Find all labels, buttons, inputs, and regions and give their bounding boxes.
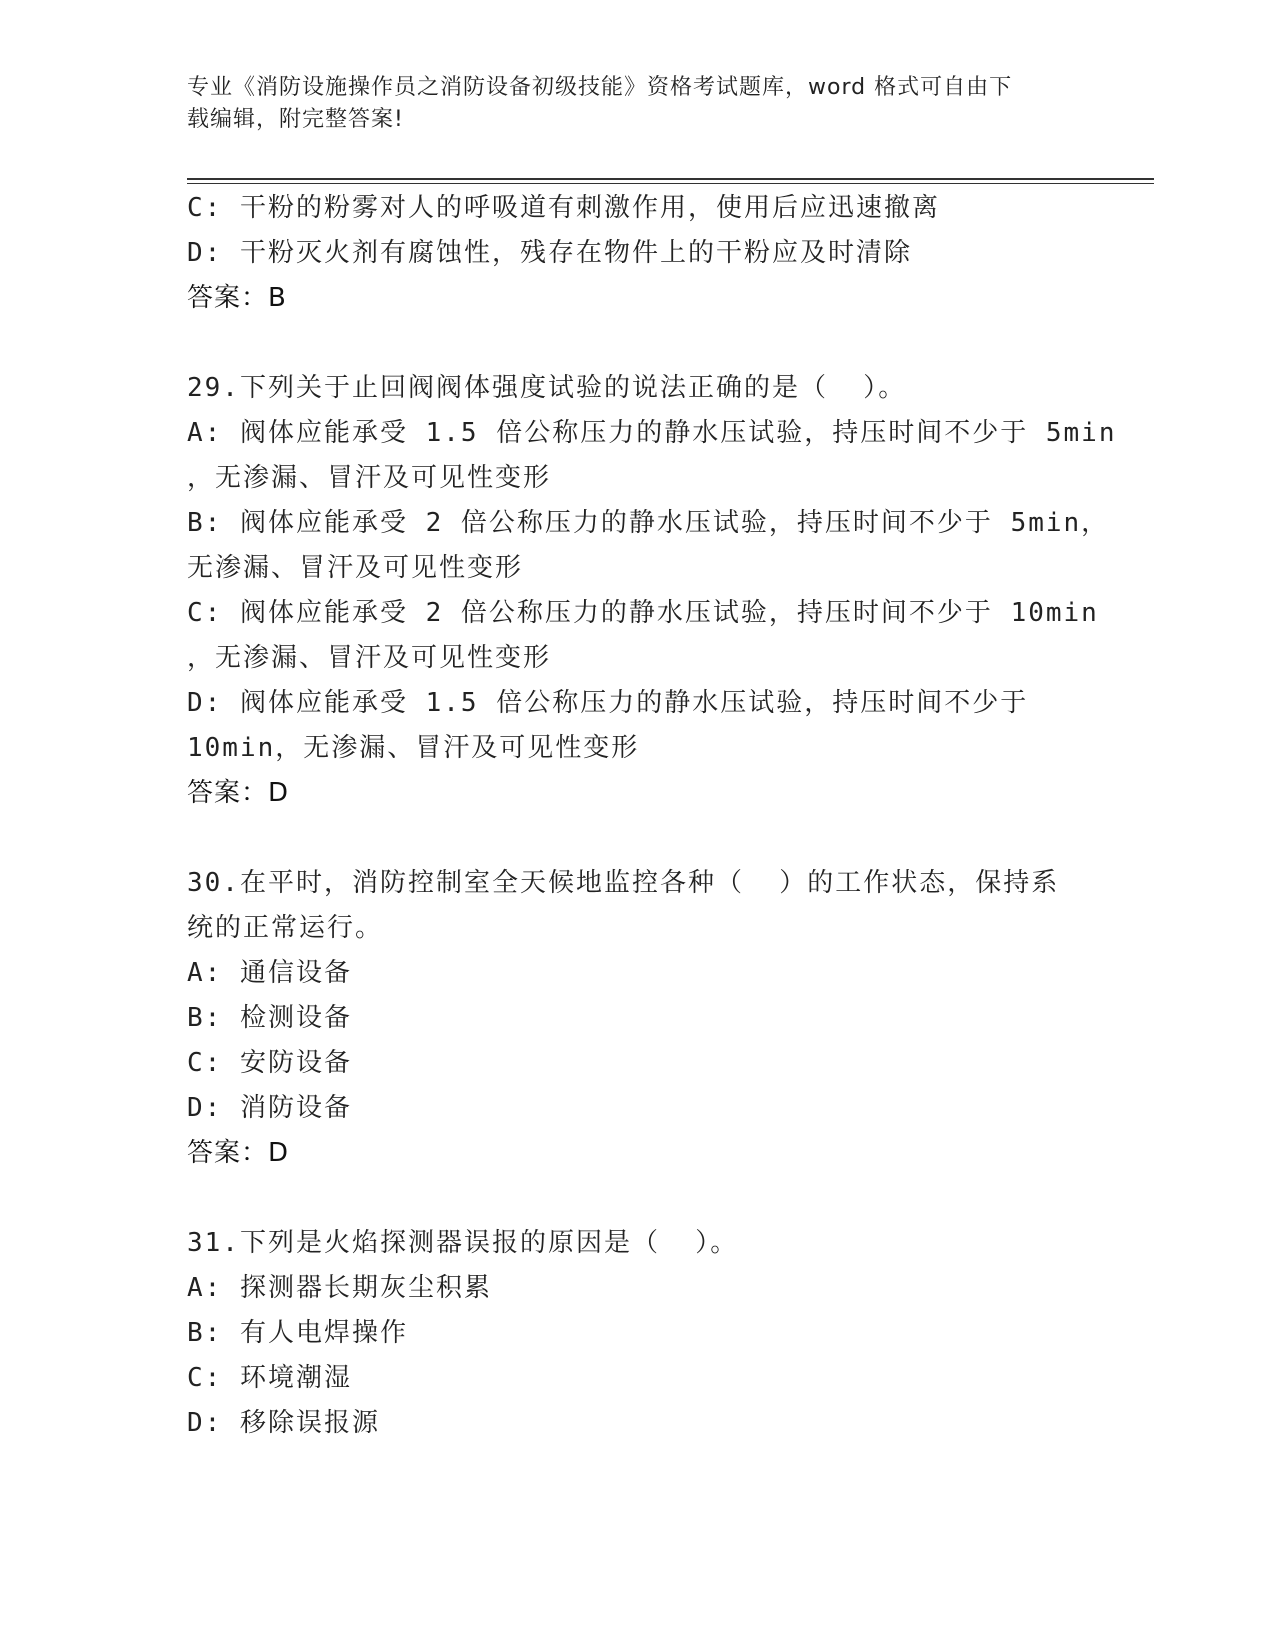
q30-option-d: D: 消防设备 bbox=[187, 1093, 352, 1123]
q30-stem-line-2: 统的正常运行。 bbox=[187, 913, 384, 943]
q31-option-b: B: 有人电焊操作 bbox=[187, 1318, 408, 1348]
document-header bbox=[187, 72, 1087, 136]
q30-answer: 答案：D bbox=[187, 1138, 290, 1168]
q29-option-d-line-2: 10min，无渗漏、冒汗及可见性变形 bbox=[187, 733, 640, 763]
q29-option-b-line-2: 无渗漏、冒汗及可见性变形 bbox=[187, 553, 524, 583]
q29-option-a-line-2: ，无渗漏、冒汗及可见性变形 bbox=[187, 463, 552, 493]
prev-option-c: C: 干粉的粉雾对人的呼吸道有刺激作用，使用后应迅速撤离 bbox=[187, 193, 940, 223]
prev-answer: 答案：B bbox=[187, 283, 287, 313]
header-divider-thick bbox=[187, 178, 1154, 180]
q29-option-a-line-1: A: 阀体应能承受 1.5 倍公称压力的静水压试验，持压时间不少于 5min bbox=[187, 418, 1117, 448]
q29-option-c-line-2: ，无渗漏、冒汗及可见性变形 bbox=[187, 643, 552, 673]
q30-option-b: B: 检测设备 bbox=[187, 1003, 352, 1033]
q29-stem: 29.下列关于止回阀阀体强度试验的说法正确的是（ ）。 bbox=[187, 373, 907, 403]
q29-answer: 答案：D bbox=[187, 778, 290, 808]
header-divider-thin bbox=[187, 183, 1154, 184]
q31-stem: 31.下列是火焰探测器误报的原因是（ ）。 bbox=[187, 1228, 739, 1258]
spacer bbox=[187, 1176, 1087, 1221]
prev-option-d: D: 干粉灭火剂有腐蚀性，残存在物件上的干粉应及时清除 bbox=[187, 238, 912, 268]
spacer bbox=[187, 321, 1087, 366]
q29-option-b-line-1: B: 阀体应能承受 2 倍公称压力的静水压试验，持压时间不少于 5min， bbox=[187, 508, 1110, 538]
q29-option-d-line-1: D: 阀体应能承受 1.5 倍公称压力的静水压试验，持压时间不少于 bbox=[187, 688, 1029, 718]
header-line-1: 专业《消防设施操作员之消防设备初级技能》资格考试题库，word 格式可自由下 bbox=[187, 75, 1013, 100]
q30-option-a: A: 通信设备 bbox=[187, 958, 352, 988]
q30-option-c: C: 安防设备 bbox=[187, 1048, 352, 1078]
q30-stem-line-1: 30.在平时，消防控制室全天候地监控各种（ ）的工作状态，保持系 bbox=[187, 868, 1060, 898]
q31-option-c: C: 环境潮湿 bbox=[187, 1363, 352, 1393]
header-line-2: 载编辑，附完整答案! bbox=[187, 107, 404, 132]
question-content bbox=[187, 186, 1117, 1446]
q31-option-d: D: 移除误报源 bbox=[187, 1408, 380, 1438]
q31-option-a: A: 探测器长期灰尘积累 bbox=[187, 1273, 492, 1303]
spacer bbox=[187, 816, 1087, 861]
q29-option-c-line-1: C: 阀体应能承受 2 倍公称压力的静水压试验，持压时间不少于 10min bbox=[187, 598, 1099, 628]
